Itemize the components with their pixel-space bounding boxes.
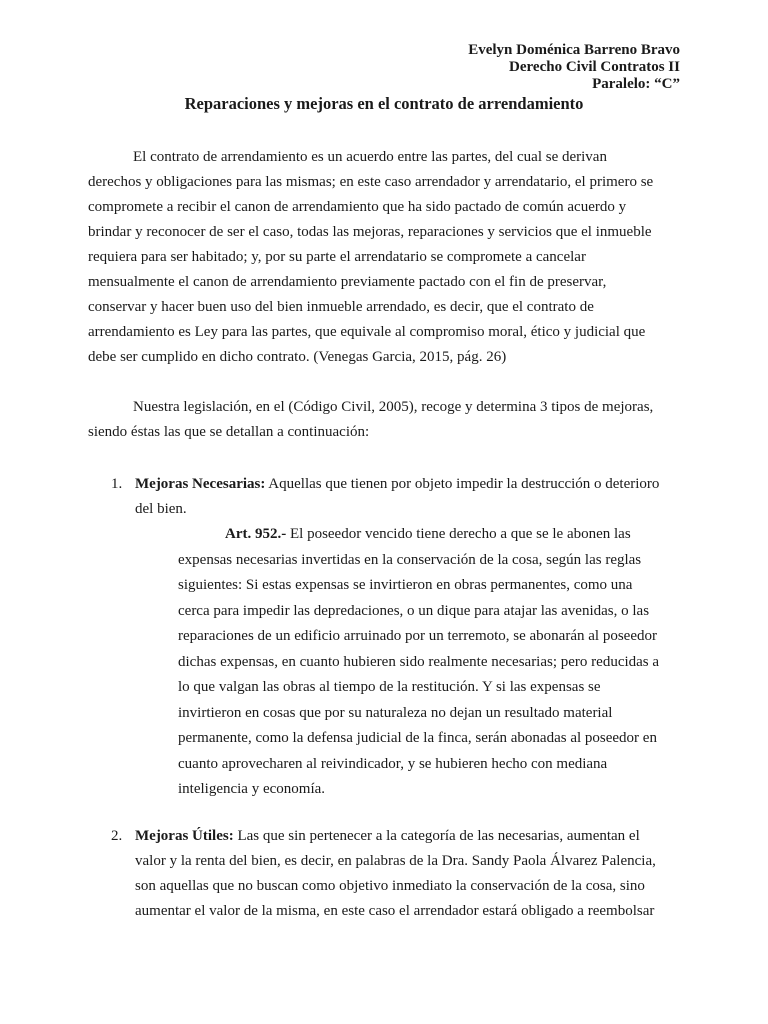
text-line: valor y la renta del bien, es decir, en palabras de la Dra. Sandy Paola Álvarez Palencia, (135, 853, 656, 869)
list-item-necessary-improvements (88, 472, 688, 522)
term-definition: Aquellas que tienen por objeto impedir la destrucción o deterioro (265, 476, 660, 492)
term-definition: Las que sin pertenecer a la categoría de las necesarias, aumentan el (233, 828, 640, 844)
quote-line: lo que valgan las obras al tiempo de la restitución. Y si las expensas se (178, 679, 601, 695)
section-label: Paralelo: “C” (592, 76, 680, 92)
text-line: Nuestra legislación, en el (Código Civil, 2005), recoge y determina 3 tipos de mejoras, (133, 399, 654, 415)
quote-line: cerca para impedir las depredaciones, o un dique para atajar las avenidas, o las (178, 602, 650, 619)
list-number: 2. (111, 828, 123, 844)
term-label: Mejoras Útiles: (135, 828, 234, 844)
quote-text: El poseedor vencido tiene derecho a que se le abonen las (286, 526, 631, 542)
paragraph-intro (88, 145, 688, 370)
text-line: arrendamiento es Ley para las partes, que equivale al compromiso moral, ético y judicial que (88, 324, 646, 340)
text-line: son aquellas que no buscan como objetivo inmediato la conservación de la cosa, sino (135, 878, 645, 894)
text-line: aumentar el valor de la misma, en este caso el arrendador estará obligado a reembolsar (135, 903, 655, 919)
term-label: Mejoras Necesarias: (135, 476, 266, 492)
text-line: brindar y reconocer de ser el caso, todas las mejoras, reparaciones y servicios que el inmueble (88, 224, 652, 240)
article-number: Art. 952.- (225, 526, 287, 542)
quote-line: expensas necesarias invertidas en la conservación de la cosa, según las reglas (178, 551, 642, 568)
document-title: Reparaciones y mejoras en el contrato de arrendamiento (184, 94, 584, 113)
text-line: El contrato de arrendamiento es un acuerdo entre las partes, del cual se derivan (133, 149, 607, 165)
quote-line: reparaciones de un edificio arruinado por un terremoto, se abonarán al poseedor (178, 628, 657, 644)
quote-line: permanente, como la defensa judicial de la finca, serán abonadas al poseedor en (178, 730, 657, 746)
author-header (468, 42, 680, 93)
quote-line: siguientes: Si estas expensas se invirtieron en obras permanentes, como una (178, 577, 633, 593)
author-name: Evelyn Doménica Barreno Bravo (468, 42, 680, 58)
text-line: del bien. (135, 501, 187, 517)
text-line: mensualmente el canon de arrendamiento previamente pactado con el fin de preservar, (88, 274, 607, 290)
text-line: requiera para ser habitado; y, por su parte el arrendatario se compromete a cancelar (88, 249, 586, 265)
quote-line: dichas expensas, en cuanto hubieren sido realmente necesarias; pero reducidas a (178, 653, 660, 670)
list-item-useful-improvements (88, 824, 688, 924)
article-quote (178, 522, 688, 803)
text-line: compromete a recibir el canon de arrendamiento que ha sido pactado de común acuerdo y (88, 199, 627, 215)
text-line: debe ser cumplido en dicho contrato. (Venegas Garcia, 2015, pág. 26) (88, 349, 507, 365)
paragraph-legislation (88, 395, 688, 445)
text-line: derechos y obligaciones para las mismas; en este caso arrendador y arrendatario, el primero se (88, 174, 654, 190)
quote-line: inteligencia y economía. (178, 781, 326, 797)
quote-line: invirtieron en cosas que por su naturaleza no dejan un resultado material (178, 704, 613, 721)
text-line: siendo éstas las que se detallan a continuación: (88, 424, 370, 440)
course-name: Derecho Civil Contratos II (509, 59, 680, 75)
list-number: 1. (111, 476, 123, 492)
quote-line: cuanto aprovecharen al reivindicador, y se hubieren hecho con mediana (178, 755, 608, 772)
text-line: conservar y hacer buen uso del bien inmueble arrendado, es decir, que el contrato de (88, 299, 594, 315)
